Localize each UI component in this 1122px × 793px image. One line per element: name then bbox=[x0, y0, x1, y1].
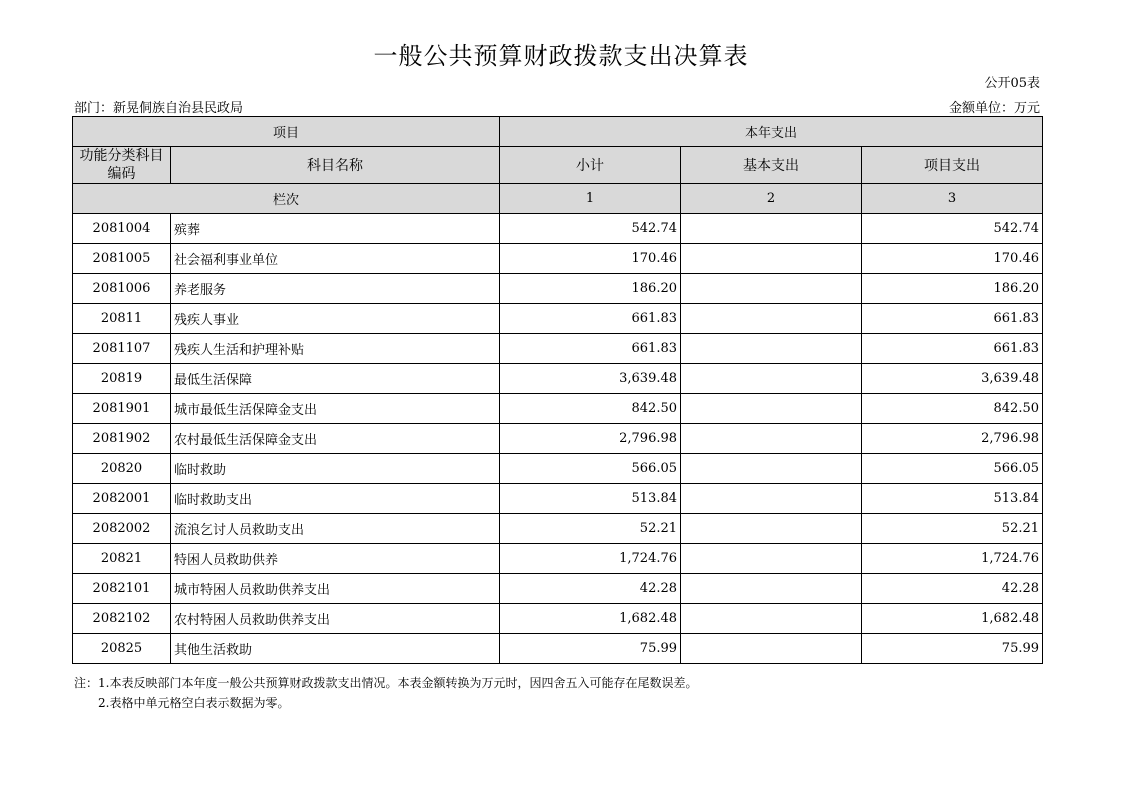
header-func-code: 功能分类科目编码 bbox=[73, 147, 171, 184]
header-row-top bbox=[73, 117, 1043, 147]
header-row-index bbox=[73, 184, 1043, 214]
row-basic bbox=[681, 214, 862, 244]
row-subtotal: 2,796.98 bbox=[500, 424, 681, 454]
row-subtotal: 1,724.76 bbox=[500, 544, 681, 574]
row-subject-name: 殡葬 bbox=[171, 214, 500, 244]
row-code: 2081901 bbox=[73, 394, 171, 424]
table-row bbox=[73, 634, 1043, 664]
header-subject-name: 科目名称 bbox=[171, 147, 500, 184]
row-subtotal: 661.83 bbox=[500, 334, 681, 364]
row-basic bbox=[681, 454, 862, 484]
row-project: 3,639.48 bbox=[862, 364, 1043, 394]
table-row bbox=[73, 394, 1043, 424]
row-subject-name: 特困人员救助供养 bbox=[171, 544, 500, 574]
row-subject-name: 农村最低生活保障金支出 bbox=[171, 424, 500, 454]
row-subject-name: 临时救助支出 bbox=[171, 484, 500, 514]
row-project: 1,682.48 bbox=[862, 604, 1043, 634]
form-code: 公开05表 bbox=[984, 76, 1040, 91]
table-row bbox=[73, 214, 1043, 244]
row-project: 75.99 bbox=[862, 634, 1043, 664]
header-basic: 基本支出 bbox=[681, 147, 862, 184]
row-subtotal: 75.99 bbox=[500, 634, 681, 664]
row-subtotal: 52.21 bbox=[500, 514, 681, 544]
row-basic bbox=[681, 574, 862, 604]
header-col-3: 3 bbox=[862, 184, 1043, 214]
row-subtotal: 661.83 bbox=[500, 304, 681, 334]
row-basic bbox=[681, 604, 862, 634]
row-basic bbox=[681, 364, 862, 394]
table-row bbox=[73, 304, 1043, 334]
row-subject-name: 残疾人事业 bbox=[171, 304, 500, 334]
header-item: 项目 bbox=[73, 117, 500, 147]
row-subtotal: 513.84 bbox=[500, 484, 681, 514]
row-basic bbox=[681, 544, 862, 574]
row-subtotal: 170.46 bbox=[500, 244, 681, 274]
row-subject-name: 临时救助 bbox=[171, 454, 500, 484]
row-subject-name: 养老服务 bbox=[171, 274, 500, 304]
row-project: 1,724.76 bbox=[862, 544, 1043, 574]
header-column-index: 栏次 bbox=[73, 184, 500, 214]
row-code: 20811 bbox=[73, 304, 171, 334]
report-title: 一般公共预算财政拨款支出决算表 bbox=[373, 42, 749, 70]
row-basic bbox=[681, 394, 862, 424]
header-project: 项目支出 bbox=[862, 147, 1043, 184]
table-row bbox=[73, 364, 1043, 394]
row-code: 2081005 bbox=[73, 244, 171, 274]
row-project: 542.74 bbox=[862, 214, 1043, 244]
row-subject-name: 农村特困人员救助供养支出 bbox=[171, 604, 500, 634]
table-row bbox=[73, 424, 1043, 454]
row-subject-name: 最低生活保障 bbox=[171, 364, 500, 394]
row-code: 2081004 bbox=[73, 214, 171, 244]
row-code: 20819 bbox=[73, 364, 171, 394]
row-subtotal: 42.28 bbox=[500, 574, 681, 604]
table-row bbox=[73, 544, 1043, 574]
row-subtotal: 842.50 bbox=[500, 394, 681, 424]
row-basic bbox=[681, 304, 862, 334]
table-row bbox=[73, 334, 1043, 364]
row-project: 513.84 bbox=[862, 484, 1043, 514]
row-code: 2082002 bbox=[73, 514, 171, 544]
row-subject-name: 城市特困人员救助供养支出 bbox=[171, 574, 500, 604]
table-row bbox=[73, 454, 1043, 484]
row-project: 2,796.98 bbox=[862, 424, 1043, 454]
table-row bbox=[73, 514, 1043, 544]
header-subtotal: 小计 bbox=[500, 147, 681, 184]
row-subtotal: 3,639.48 bbox=[500, 364, 681, 394]
row-subtotal: 1,682.48 bbox=[500, 604, 681, 634]
table-row bbox=[73, 244, 1043, 274]
row-subject-name: 其他生活救助 bbox=[171, 634, 500, 664]
table-row bbox=[73, 574, 1043, 604]
row-code: 20821 bbox=[73, 544, 171, 574]
row-project: 661.83 bbox=[862, 304, 1043, 334]
footnote-2: 2.表格中单元格空白表示数据为零。 bbox=[98, 696, 290, 710]
row-code: 2081006 bbox=[73, 274, 171, 304]
table-row bbox=[73, 604, 1043, 634]
header-col-2: 2 bbox=[681, 184, 862, 214]
footnotes bbox=[74, 673, 697, 713]
row-subject-name: 社会福利事业单位 bbox=[171, 244, 500, 274]
department-label: 部门：新晃侗族自治县民政局 bbox=[74, 101, 244, 116]
row-basic bbox=[681, 334, 862, 364]
row-code: 20820 bbox=[73, 454, 171, 484]
row-project: 52.21 bbox=[862, 514, 1043, 544]
amount-unit-label: 金额单位：万元 bbox=[948, 101, 1040, 116]
header-col-1: 1 bbox=[500, 184, 681, 214]
expenditure-table bbox=[72, 116, 1043, 664]
table-row bbox=[73, 274, 1043, 304]
row-code: 2082101 bbox=[73, 574, 171, 604]
table-row bbox=[73, 484, 1043, 514]
footnote-1: 注：1.本表反映部门本年度一般公共预算财政拨款支出情况。本表金额转换为万元时，因四舍五入可能存在尾数误差。 bbox=[74, 676, 698, 690]
row-basic bbox=[681, 274, 862, 304]
row-code: 2082001 bbox=[73, 484, 171, 514]
row-project: 661.83 bbox=[862, 334, 1043, 364]
row-basic bbox=[681, 634, 862, 664]
row-code: 2081902 bbox=[73, 424, 171, 454]
row-project: 842.50 bbox=[862, 394, 1043, 424]
row-code: 20825 bbox=[73, 634, 171, 664]
header-current-year: 本年支出 bbox=[500, 117, 1043, 147]
row-project: 566.05 bbox=[862, 454, 1043, 484]
row-subtotal: 542.74 bbox=[500, 214, 681, 244]
row-basic bbox=[681, 514, 862, 544]
row-subject-name: 城市最低生活保障金支出 bbox=[171, 394, 500, 424]
row-project: 170.46 bbox=[862, 244, 1043, 274]
row-code: 2081107 bbox=[73, 334, 171, 364]
row-project: 186.20 bbox=[862, 274, 1043, 304]
row-basic bbox=[681, 484, 862, 514]
row-basic bbox=[681, 244, 862, 274]
header-row-main bbox=[73, 147, 1043, 184]
row-subject-name: 流浪乞讨人员救助支出 bbox=[171, 514, 500, 544]
row-subject-name: 残疾人生活和护理补贴 bbox=[171, 334, 500, 364]
row-code: 2082102 bbox=[73, 604, 171, 634]
row-project: 42.28 bbox=[862, 574, 1043, 604]
row-subtotal: 566.05 bbox=[500, 454, 681, 484]
row-subtotal: 186.20 bbox=[500, 274, 681, 304]
row-basic bbox=[681, 424, 862, 454]
